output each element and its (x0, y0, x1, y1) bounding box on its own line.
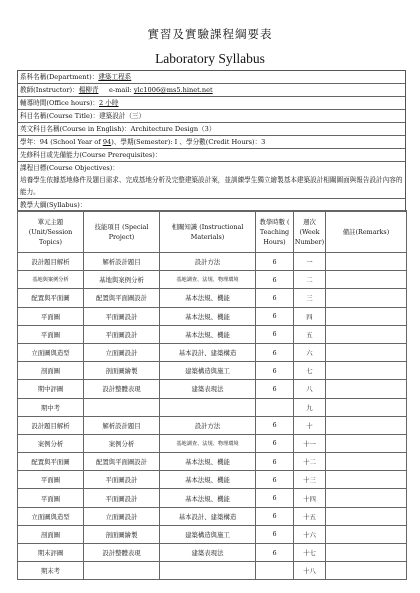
cell-week: 十四 (294, 489, 326, 507)
cell-remarks (326, 416, 407, 434)
cell-materials: 基本法規、機能 (160, 325, 256, 343)
instructor-row: 教師(Instructor)：楊柳青 e-mail: ylc1006@ms5.hinet.net (18, 84, 405, 97)
email-value: ylc1006@ms5.hinet.net (133, 86, 213, 94)
cell-materials: 基本法規、機能 (160, 289, 256, 307)
table-row (18, 289, 407, 307)
cell-topic: 設計題目解析 (18, 253, 84, 271)
cell-remarks (326, 362, 407, 380)
cell-project: 解析設計題目 (84, 416, 160, 434)
cell-topic: 平面圖 (18, 489, 84, 507)
cell-week: 十一 (294, 434, 326, 452)
department-value: 建築工程系 (98, 73, 132, 81)
cell-project: 案例分析 (84, 434, 160, 452)
cell-hours: 6 (256, 416, 294, 434)
cell-week: 十三 (294, 471, 326, 489)
table-row (18, 253, 407, 271)
cell-remarks (326, 525, 407, 543)
cell-materials: 建築構造與施工 (160, 525, 256, 543)
cell-project: 平面圖設計 (84, 307, 160, 325)
cell-hours (256, 398, 294, 416)
header-teaching-hours: 教學時數 ( Teaching Hours) (256, 211, 294, 253)
cell-hours: 6 (256, 471, 294, 489)
cell-project (84, 398, 160, 416)
cell-materials: 基地調查、法規、物理環境 (160, 271, 256, 289)
objectives-label: 課程目標(Course Objectives)： (20, 164, 119, 172)
table-row (18, 507, 407, 525)
course-english-row: 英文科目名稱(Course in English)：Architecture Design（3） (18, 123, 405, 136)
table-row (18, 544, 407, 562)
header-special-project: 技能項目 (Special Project) (84, 211, 160, 253)
cell-week: 一 (294, 253, 326, 271)
cell-week: 七 (294, 362, 326, 380)
cell-materials: 基本法規、機能 (160, 489, 256, 507)
cell-project: 平面圖設計 (84, 325, 160, 343)
header-week-number: 週次 (Week Number) (294, 211, 326, 253)
cell-topic: 立面圖與造型 (18, 507, 84, 525)
table-row (18, 471, 407, 489)
cell-topic: 立面圖與造型 (18, 343, 84, 361)
department-row: 系科名稱(Department)：建築工程系 (18, 71, 405, 84)
cell-project: 配置與平面圖設計 (84, 289, 160, 307)
table-row (18, 362, 407, 380)
cell-materials: 基本設計、建築構造 (160, 343, 256, 361)
cell-week: 二 (294, 271, 326, 289)
syllabus-label: 教學大綱(Syllabus)： (18, 199, 405, 212)
course-title-row: 科目名稱(Course Title)：建築設計（三） (18, 110, 405, 123)
cell-topic: 期末評圖 (18, 544, 84, 562)
cell-remarks (326, 507, 407, 525)
syllabus-table (17, 210, 407, 580)
table-row (18, 343, 407, 361)
cell-project: 基地與案例分析 (84, 271, 160, 289)
title-english: Laboratory Syllabus (155, 51, 265, 66)
cell-hours: 6 (256, 271, 294, 289)
table-row (18, 398, 407, 416)
table-row (18, 489, 407, 507)
cell-hours: 6 (256, 289, 294, 307)
cell-materials: 基本法規、機能 (160, 307, 256, 325)
table-row (18, 380, 407, 398)
cell-remarks (326, 398, 407, 416)
cell-project: 平面圖設計 (84, 489, 160, 507)
cell-hours: 6 (256, 489, 294, 507)
cell-hours: 6 (256, 380, 294, 398)
cell-project: 剖面圖繪製 (84, 525, 160, 543)
school-year-value: 94 (102, 138, 112, 146)
cell-remarks (326, 325, 407, 343)
cell-materials: 設計方法 (160, 253, 256, 271)
table-row (18, 416, 407, 434)
cell-hours: 6 (256, 525, 294, 543)
cell-materials: 建築表現法 (160, 544, 256, 562)
cell-topic: 平面圖 (18, 307, 84, 325)
cell-week: 九 (294, 398, 326, 416)
cell-topic: 設計題目解析 (18, 416, 84, 434)
cell-materials (160, 562, 256, 580)
cell-project: 解析設計題目 (84, 253, 160, 271)
cell-week: 十 (294, 416, 326, 434)
cell-materials: 基地調查、法規、物理環境 (160, 434, 256, 452)
header-remarks: 備註(Remarks) (326, 211, 407, 253)
cell-topic: 配置與平面圖 (18, 453, 84, 471)
table-row (18, 525, 407, 543)
table-row (18, 434, 407, 452)
title-chinese: 實習及實驗課程綱要表 (147, 27, 273, 41)
cell-project: 平面圖設計 (84, 471, 160, 489)
cell-remarks (326, 271, 407, 289)
table-row (18, 271, 407, 289)
cell-topic: 平面圖 (18, 325, 84, 343)
cell-week: 十六 (294, 525, 326, 543)
cell-project: 立面圖設計 (84, 343, 160, 361)
cell-remarks (326, 289, 407, 307)
syllabus-table-body (18, 253, 407, 580)
cell-topic: 基地與案例分析 (18, 271, 84, 289)
prerequisites-row: 先修科目或先備能力(Course Prerequisites)： (18, 149, 405, 162)
cell-hours: 6 (256, 544, 294, 562)
cell-topic: 剖面圖 (18, 362, 84, 380)
objectives-block (18, 162, 405, 199)
cell-project: 設計整體表現 (84, 380, 160, 398)
cell-topic: 期中評圖 (18, 380, 84, 398)
header-topics: 單元主題 (Unit/Session Topics) (18, 211, 84, 253)
school-year-row: 學年：94 (School Year of 94)、學期(Semester): Ⅰ 、學分數(Credit Hours)：3 (18, 136, 405, 149)
cell-week: 五 (294, 325, 326, 343)
cell-hours: 6 (256, 307, 294, 325)
office-hours-row: 輔導時間(Office hours)：2 小時 (18, 97, 405, 110)
cell-hours: 6 (256, 507, 294, 525)
cell-remarks (326, 489, 407, 507)
cell-project: 立面圖設計 (84, 507, 160, 525)
header-materials: 相關知識 (Instructional Materials) (160, 211, 256, 253)
cell-materials: 設計方法 (160, 416, 256, 434)
cell-hours (256, 562, 294, 580)
cell-remarks (326, 343, 407, 361)
cell-project: 剖面圖繪製 (84, 362, 160, 380)
cell-project: 配置與平面圖設計 (84, 453, 160, 471)
cell-remarks (326, 253, 407, 271)
cell-topic: 期中考 (18, 398, 84, 416)
cell-week: 十五 (294, 507, 326, 525)
cell-topic: 期末考 (18, 562, 84, 580)
cell-remarks (326, 562, 407, 580)
table-header-row (18, 211, 407, 253)
cell-week: 十二 (294, 453, 326, 471)
course-info-block (17, 70, 406, 212)
table-row (18, 325, 407, 343)
cell-week: 三 (294, 289, 326, 307)
cell-project (84, 562, 160, 580)
cell-hours: 6 (256, 325, 294, 343)
cell-hours: 6 (256, 434, 294, 452)
cell-materials: 基本設計、建築構造 (160, 507, 256, 525)
cell-materials: 基本法規、機能 (160, 453, 256, 471)
cell-topic: 剖面圖 (18, 525, 84, 543)
cell-materials: 建築表現法 (160, 380, 256, 398)
cell-hours: 6 (256, 343, 294, 361)
cell-remarks (326, 307, 407, 325)
cell-week: 八 (294, 380, 326, 398)
cell-materials: 建築構造與施工 (160, 362, 256, 380)
cell-hours: 6 (256, 362, 294, 380)
cell-remarks (326, 544, 407, 562)
cell-project: 設計整體表現 (84, 544, 160, 562)
table-row (18, 453, 407, 471)
objectives-text: 培養學生依據基地條件及題目需求、完成基地分析及完整建築設計案，並訓練學生獨立繪製基本建築設計相關圖面與報告設計內容的能力。 (20, 176, 403, 196)
cell-topic: 配置與平面圖 (18, 289, 84, 307)
cell-topic: 案例分析 (18, 434, 84, 452)
cell-hours: 6 (256, 253, 294, 271)
cell-materials: 基本法規、機能 (160, 471, 256, 489)
office-hours-value: 2 小時 (99, 99, 119, 107)
cell-week: 十八 (294, 562, 326, 580)
table-row (18, 307, 407, 325)
cell-week: 四 (294, 307, 326, 325)
cell-week: 十七 (294, 544, 326, 562)
cell-hours: 6 (256, 453, 294, 471)
cell-remarks (326, 380, 407, 398)
cell-remarks (326, 434, 407, 452)
cell-topic: 平面圖 (18, 471, 84, 489)
cell-remarks (326, 471, 407, 489)
cell-week: 六 (294, 343, 326, 361)
table-row (18, 562, 407, 580)
instructor-value: 楊柳青 (78, 86, 99, 94)
cell-materials (160, 398, 256, 416)
cell-remarks (326, 453, 407, 471)
